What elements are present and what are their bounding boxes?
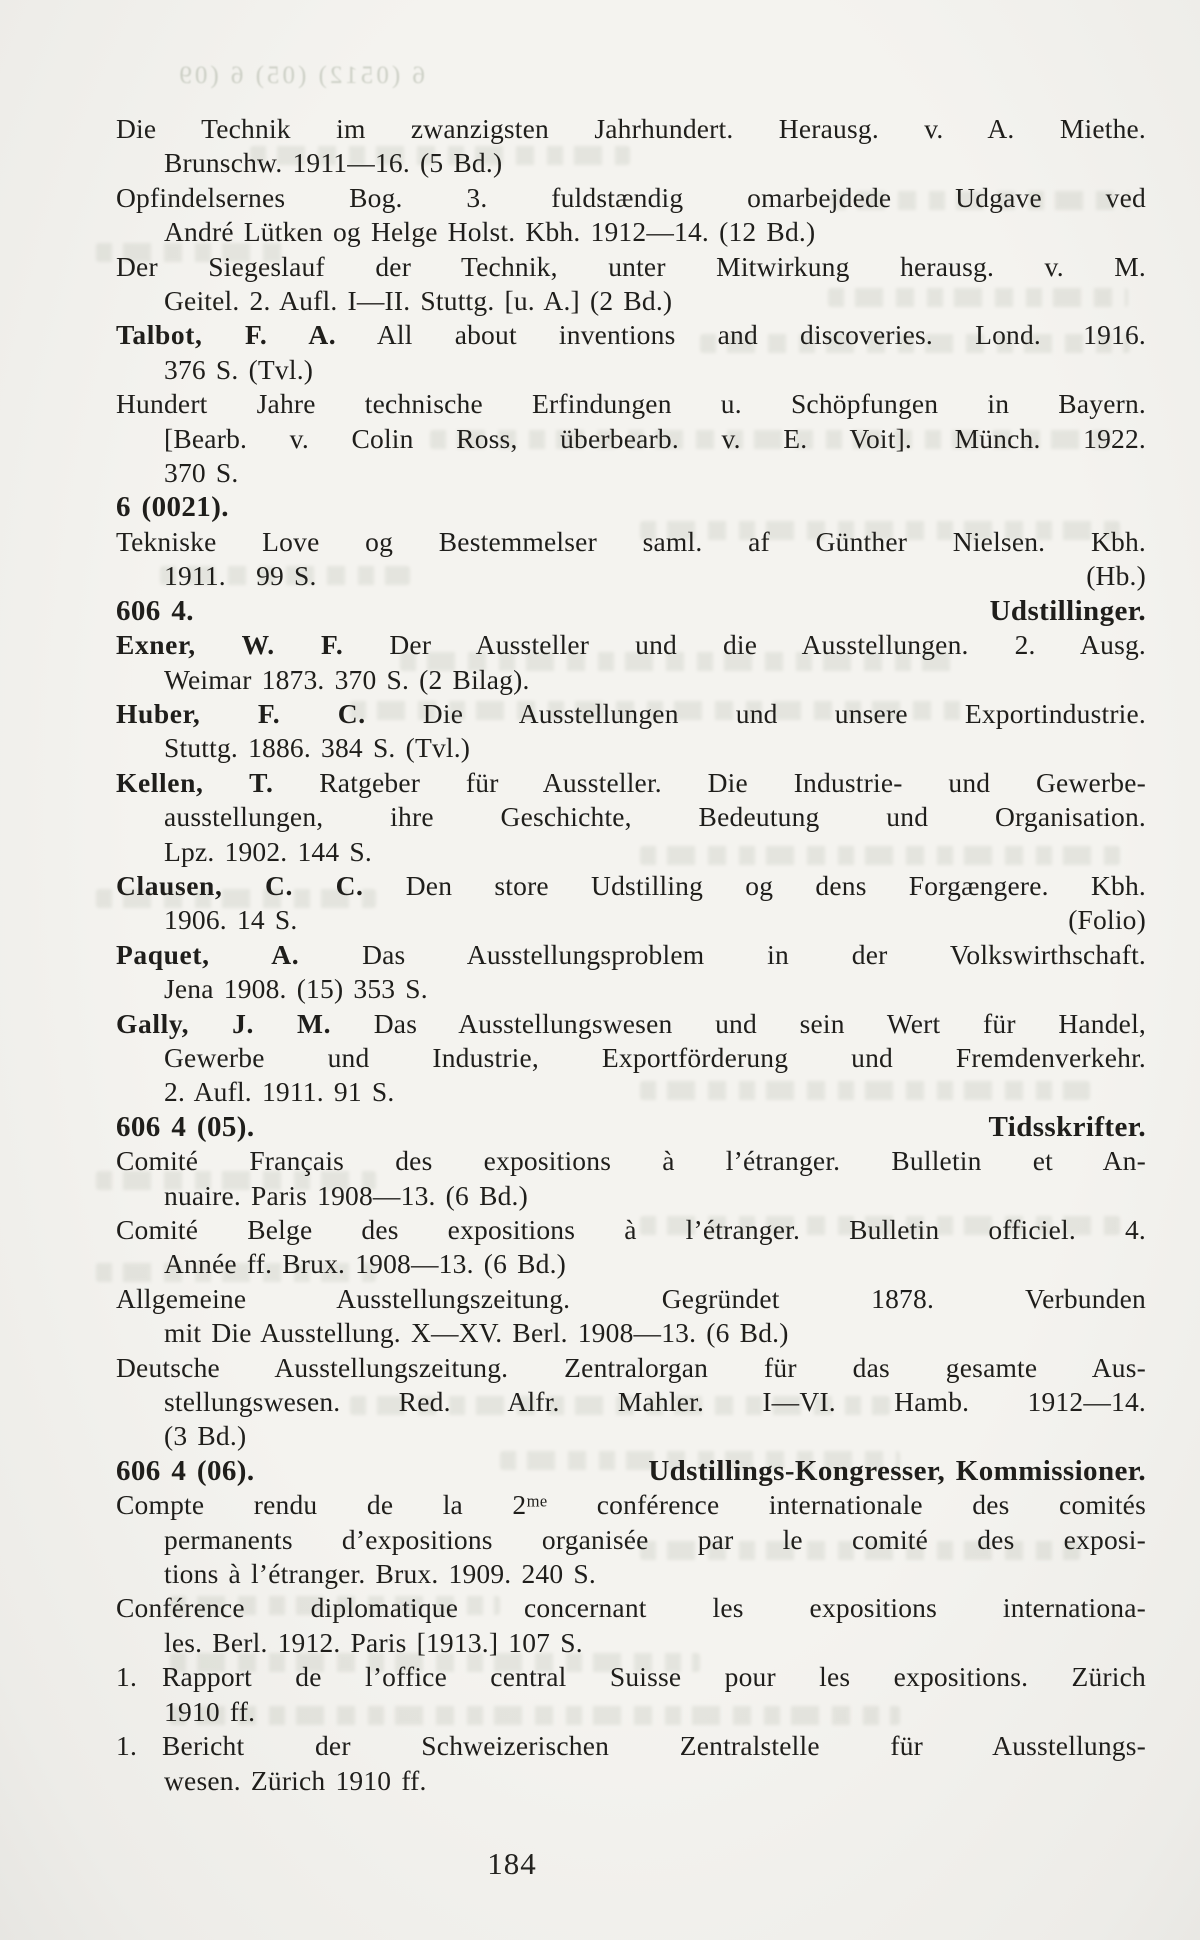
section-code: 6 (0021). (116, 491, 229, 524)
entry-line: nuaire. Paris 1908—13. (6 Bd.) (164, 1179, 528, 1211)
entry-line: 2. Aufl. 1911. 91 S. (164, 1076, 395, 1108)
entry-line: Geitel. 2. Aufl. I—II. Stuttg. [u. A.] (2 Bd.) (164, 285, 673, 317)
entry-line: Année ff. Brux. 1908—13. (6 Bd.) (164, 1248, 567, 1280)
entry-number: 1. (116, 1730, 138, 1762)
entry-line-left: 1911. 99 S. (164, 560, 317, 592)
entry-line: Talbot, F. A. All about inventions and discoveries. Lond. 1916. (116, 319, 1146, 351)
section-heading (116, 490, 1146, 524)
entry-line: Opfindelsernes Bog. 3. fuldstændig omarbejdede Udgave ved (116, 181, 1146, 213)
entry-line: Conférence diplomatique concernant les expositions internationa- (116, 1592, 1146, 1624)
entry-line: Jena 1908. (15) 353 S. (164, 973, 428, 1005)
entry-line: Stuttg. 1886. 384 S. (Tvl.) (164, 732, 471, 764)
entry-line: Allgemeine Ausstellungszeitung. Gegründet 1878. Verbunden (116, 1282, 1146, 1314)
entry-line-right: (Folio) (1068, 904, 1146, 936)
entry-author: Clausen, C. C. (116, 869, 364, 901)
entry-line: Deutsche Ausstellungszeitung. Zentralorgan für das gesamte Aus- (116, 1351, 1146, 1383)
section-code: 606 4. (116, 594, 194, 627)
entry-line: Die Technik im zwanzigsten Jahrhundert. Herausg. v. A. Miethe. (116, 113, 1146, 144)
entry-line: André Lütken og Helge Holst. Kbh. 1912—14. (12 Bd.) (164, 216, 816, 248)
entry-line: [Bearb. v. Colin Ross, überbearb. v. E. Voit]. Münch. 1922. (164, 422, 1146, 454)
entry-author: Paquet, A. (116, 938, 300, 970)
entry-line: Comité Français des expositions à l’étranger. Bulletin et An- (116, 1145, 1146, 1177)
entry-line: permanents d’expositions organisée par le comité des exposi- (164, 1523, 1146, 1555)
entry-line: Tekniske Love og Bestemmelser saml. af Günther Nielsen. Kbh. (116, 525, 1146, 557)
entry-author: Gally, J. M. (116, 1007, 332, 1039)
entry-line: Lpz. 1902. 144 S. (164, 835, 372, 867)
section-heading (116, 1110, 1146, 1144)
entry-line: 1. Rapport de l’office central Suisse pour les expositions. Zürich (116, 1660, 1146, 1694)
entry-line (116, 903, 1146, 937)
entry-author: Kellen, T. (116, 766, 274, 798)
section-code: 606 4 (05). (116, 1110, 255, 1143)
entry-line: wesen. Zürich 1910 ff. (164, 1764, 427, 1796)
entry-line: 376 S. (Tvl.) (164, 353, 314, 385)
entry-author: Exner, W. F. (116, 629, 344, 661)
entry-line: Brunschw. 1911—16. (5 Bd.) (164, 147, 503, 179)
section-label: Tidsskrifter. (988, 1110, 1146, 1143)
entry-line: ausstellungen, ihre Geschichte, Bedeutung und Organisation. (164, 801, 1146, 833)
section-heading (116, 594, 1146, 628)
entry-line: Comité Belge des expositions à l’étranger. Bulletin officiel. 4. (116, 1214, 1146, 1245)
entry-line: stellungswesen. Red. Alfr. Mahler. I—VI. Hamb. 1912—14. (164, 1386, 1146, 1418)
entry-line: Kellen, T. Ratgeber für Aussteller. Die Industrie- und Gewerbe- (116, 766, 1146, 798)
entry-number: 1. (116, 1661, 138, 1693)
entry-line-right: (Hb.) (1086, 560, 1146, 592)
entry-line-left: 1906. 14 S. (164, 904, 298, 936)
page-number: 184 (487, 1846, 537, 1881)
entry-line (116, 559, 1146, 593)
bleed-through-text: 6 (0512) (05) 6 (09 (176, 62, 425, 89)
entry-author: Huber, F. C. (116, 697, 366, 729)
bibliography-text-block (116, 112, 1146, 1798)
entry-line: Huber, F. C. Die Ausstellungen und unsere Exportindustrie. (116, 697, 1146, 729)
section-label: Udstillings-Kongresser, Kommissioner. (648, 1454, 1146, 1487)
entry-line: 1. Bericht der Schweizerischen Zentralstelle für Ausstellungs- (116, 1729, 1146, 1763)
entry-line: (3 Bd.) (164, 1420, 247, 1452)
entry-line: Der Siegeslauf der Technik, unter Mitwirkung herausg. v. M. (116, 250, 1146, 282)
entry-line: Compte rendu de la 2ᵐᵉ conférence internationale des comités (116, 1489, 1146, 1521)
entry-author: Talbot, F. A. (116, 319, 337, 351)
entry-line: Exner, W. F. Der Aussteller und die Ausstellungen. 2. Ausg. (116, 629, 1146, 661)
entry-line: Hundert Jahre technische Erfindungen u. Schöpfungen in Bayern. (116, 388, 1146, 420)
entry-line: Gewerbe und Industrie, Exportförderung und Fremdenverkehr. (164, 1041, 1146, 1073)
section-code: 606 4 (06). (116, 1454, 255, 1487)
entry-line: Paquet, A. Das Ausstellungsproblem in der Volkswirthschaft. (116, 938, 1147, 970)
entry-line: 1910 ff. (164, 1695, 256, 1727)
entry-line: les. Berl. 1912. Paris [1913.] 107 S. (164, 1626, 583, 1658)
entry-line: tions à l’étranger. Brux. 1909. 240 S. (164, 1558, 596, 1590)
section-label: Udstillinger. (989, 594, 1146, 627)
entry-line: 370 S. (164, 457, 239, 489)
entry-line: Gally, J. M. Das Ausstellungswesen und sein Wert für Handel, (116, 1007, 1147, 1039)
section-heading (116, 1454, 1146, 1488)
entry-line: Clausen, C. C. Den store Udstilling og dens Forgængere. Kbh. (116, 869, 1147, 901)
entry-line: mit Die Ausstellung. X—XV. Berl. 1908—13. (6 Bd.) (164, 1317, 789, 1349)
entry-line: Weimar 1873. 370 S. (2 Bilag). (164, 663, 530, 695)
